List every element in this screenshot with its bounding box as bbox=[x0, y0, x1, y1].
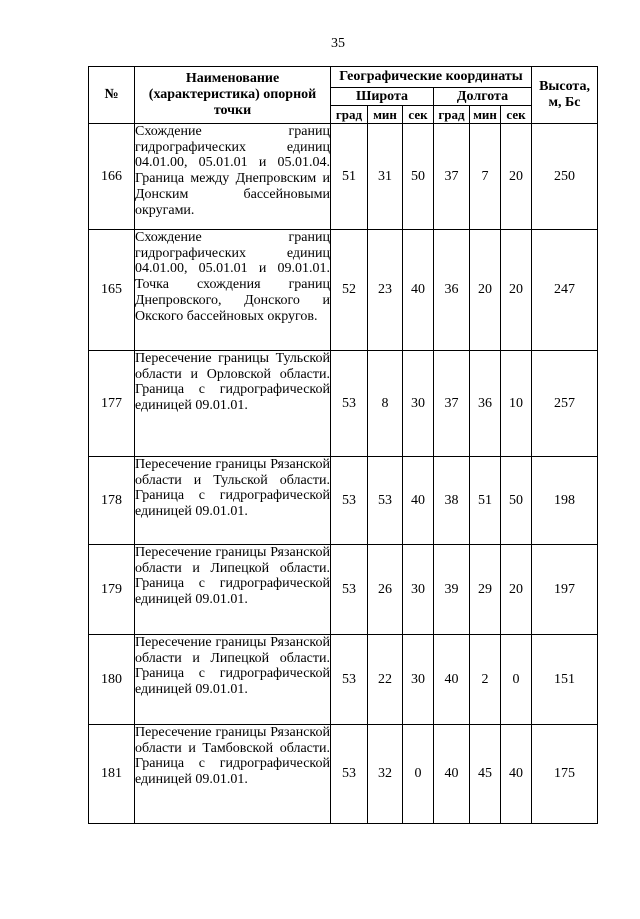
lat-degrees: 52 bbox=[331, 230, 368, 351]
lat-minutes: 53 bbox=[368, 457, 403, 545]
lon-seconds: 50 bbox=[501, 457, 532, 545]
lat-seconds: 30 bbox=[403, 545, 434, 635]
table-row bbox=[89, 457, 598, 545]
point-number: 165 bbox=[89, 230, 135, 351]
lon-minutes: 20 bbox=[470, 230, 501, 351]
header-lat-degrees: град bbox=[331, 106, 368, 124]
header-number: № bbox=[89, 67, 135, 124]
lat-degrees: 51 bbox=[331, 124, 368, 230]
lon-minutes: 7 bbox=[470, 124, 501, 230]
lat-minutes: 22 bbox=[368, 635, 403, 725]
table-row bbox=[89, 351, 598, 457]
lon-seconds: 20 bbox=[501, 124, 532, 230]
header-lon-degrees: град bbox=[434, 106, 470, 124]
table-header bbox=[89, 67, 598, 124]
lon-degrees: 37 bbox=[434, 351, 470, 457]
lon-minutes: 51 bbox=[470, 457, 501, 545]
lat-seconds: 30 bbox=[403, 351, 434, 457]
lat-seconds: 40 bbox=[403, 457, 434, 545]
lon-minutes: 36 bbox=[470, 351, 501, 457]
point-description: Схождение границ гидрографических единиц 04.01.00, 05.01.01 и 05.01.04. Граница между Днепровским и Донским бассейновыми округами. bbox=[135, 124, 331, 230]
lon-minutes: 45 bbox=[470, 725, 501, 824]
header-lat-minutes: мин bbox=[368, 106, 403, 124]
coordinates-table bbox=[88, 66, 598, 824]
header-latitude: Широта bbox=[331, 88, 434, 106]
lat-seconds: 0 bbox=[403, 725, 434, 824]
table-body bbox=[89, 124, 598, 824]
lat-degrees: 53 bbox=[331, 725, 368, 824]
table-row bbox=[89, 545, 598, 635]
page-number: 35 bbox=[331, 36, 345, 51]
height-value: 247 bbox=[532, 230, 598, 351]
point-number: 180 bbox=[89, 635, 135, 725]
height-value: 257 bbox=[532, 351, 598, 457]
lat-seconds: 40 bbox=[403, 230, 434, 351]
point-description: Пересечение границы Тульской области и Орловской области. Граница с гидрографической единицей 09.01.01. bbox=[135, 351, 331, 457]
height-value: 250 bbox=[532, 124, 598, 230]
lat-minutes: 32 bbox=[368, 725, 403, 824]
point-number: 178 bbox=[89, 457, 135, 545]
point-number: 177 bbox=[89, 351, 135, 457]
height-value: 175 bbox=[532, 725, 598, 824]
lat-minutes: 23 bbox=[368, 230, 403, 351]
lat-degrees: 53 bbox=[331, 457, 368, 545]
point-number: 181 bbox=[89, 725, 135, 824]
lat-minutes: 8 bbox=[368, 351, 403, 457]
point-description: Пересечение границы Рязанской области и Липецкой области. Граница с гидрографической единицей 09.01.01. bbox=[135, 545, 331, 635]
header-height: Высота, м, Бс bbox=[532, 67, 598, 124]
lat-seconds: 50 bbox=[403, 124, 434, 230]
height-value: 151 bbox=[532, 635, 598, 725]
header-lon-minutes: мин bbox=[470, 106, 501, 124]
lon-degrees: 36 bbox=[434, 230, 470, 351]
header-name: Наименование (характеристика) опорной точки bbox=[135, 67, 331, 124]
lon-degrees: 37 bbox=[434, 124, 470, 230]
lon-minutes: 2 bbox=[470, 635, 501, 725]
header-lat-seconds: сек bbox=[403, 106, 434, 124]
table-row bbox=[89, 635, 598, 725]
lat-degrees: 53 bbox=[331, 351, 368, 457]
lon-degrees: 38 bbox=[434, 457, 470, 545]
header-geo-coordinates: Географические координаты bbox=[331, 67, 532, 88]
point-description: Пересечение границы Рязанской области и Тульской области. Граница с гидрографической единицей 09.01.01. bbox=[135, 457, 331, 545]
lon-degrees: 40 bbox=[434, 725, 470, 824]
lat-degrees: 53 bbox=[331, 635, 368, 725]
point-description: Схождение границ гидрографических единиц 04.01.00, 05.01.01 и 09.01.01. Точка схождения границ Днепровского, Донского и Окского бассейновых округов. bbox=[135, 230, 331, 351]
table-row bbox=[89, 124, 598, 230]
lat-minutes: 26 bbox=[368, 545, 403, 635]
point-description: Пересечение границы Рязанской области и Липецкой области. Граница с гидрографической единицей 09.01.01. bbox=[135, 635, 331, 725]
height-value: 198 bbox=[532, 457, 598, 545]
table-row bbox=[89, 230, 598, 351]
header-longitude: Долгота bbox=[434, 88, 532, 106]
lon-seconds: 10 bbox=[501, 351, 532, 457]
lon-seconds: 20 bbox=[501, 545, 532, 635]
point-description: Пересечение границы Рязанской области и Тамбовской области. Граница с гидрографической единицей 09.01.01. bbox=[135, 725, 331, 824]
lon-degrees: 40 bbox=[434, 635, 470, 725]
lon-seconds: 20 bbox=[501, 230, 532, 351]
lon-degrees: 39 bbox=[434, 545, 470, 635]
lat-degrees: 53 bbox=[331, 545, 368, 635]
lon-seconds: 40 bbox=[501, 725, 532, 824]
point-number: 166 bbox=[89, 124, 135, 230]
table-row bbox=[89, 725, 598, 824]
lon-minutes: 29 bbox=[470, 545, 501, 635]
lat-minutes: 31 bbox=[368, 124, 403, 230]
lat-seconds: 30 bbox=[403, 635, 434, 725]
lon-seconds: 0 bbox=[501, 635, 532, 725]
header-lon-seconds: сек bbox=[501, 106, 532, 124]
height-value: 197 bbox=[532, 545, 598, 635]
point-number: 179 bbox=[89, 545, 135, 635]
